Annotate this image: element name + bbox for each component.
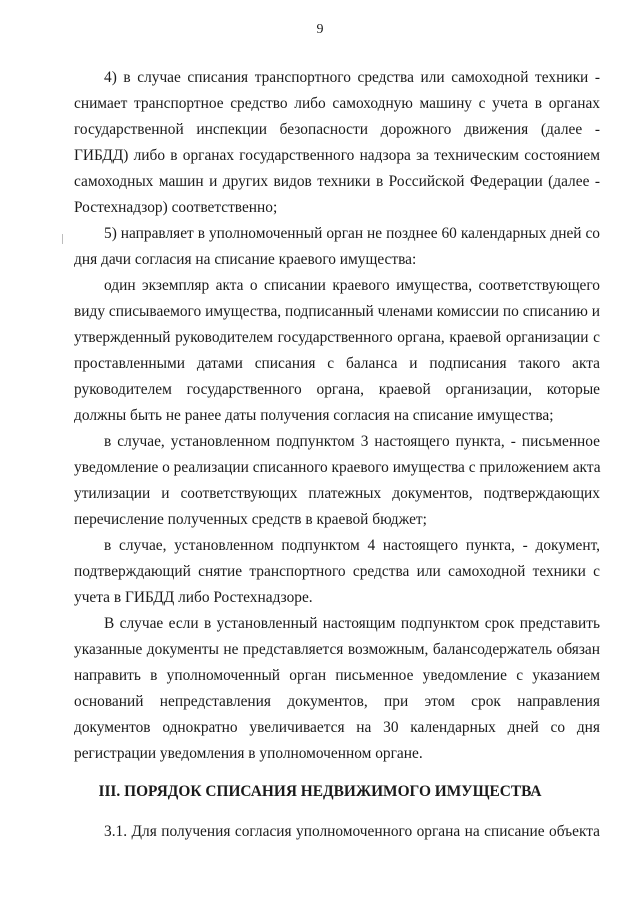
text-line: учета в ГИБДД либо Ростехнадзоре. — [74, 589, 313, 606]
text-line: самоходных машин и других видов техники в Российской Федерации (далее - — [74, 173, 600, 190]
text-line: дня дачи согласия на списание краевого имущества: — [74, 251, 417, 268]
text-line: виду списываемого имущества, подписанный членами комиссии по списанию и — [74, 303, 600, 320]
text-line: один экземпляр акта о списании краевого имущества, соответствующего — [104, 277, 600, 294]
text-line: в случае, установленном подпунктом 4 настоящего пункта, - документ, — [104, 537, 600, 554]
section-heading: III. ПОРЯДОК СПИСАНИЯ НЕДВИЖИМОГО ИМУЩЕСТВА — [98, 783, 542, 800]
text-line: документов однократно увеличивается на 30 календарных дней со дня — [74, 719, 600, 736]
text-line: должны быть не ранее даты получения согласия на списание имущества; — [74, 407, 554, 424]
page-number: 9 — [316, 22, 324, 37]
text-line: ГИБДД) либо в органах государственного надзора за техническим состоянием — [74, 147, 600, 164]
text-line: подтверждающий снятие транспортного средства или самоходной техники с — [74, 563, 600, 580]
text-line: 5) направляет в уполномоченный орган не позднее 60 календарных дней со — [104, 225, 600, 242]
text-line: снимает транспортное средство либо самоходную машину с учета в органах — [74, 95, 600, 112]
text-line: 3.1. Для получения согласия уполномоченного органа на списание объекта — [104, 823, 600, 840]
margin-mark — [62, 234, 63, 244]
text-line: руководителем государственного органа, краевой организации, которые — [74, 381, 600, 398]
text-line: В случае если в установленный настоящим подпунктом срок представить — [104, 615, 600, 632]
text-line: утвержденный руководителем государственного органа, краевой организации с — [74, 329, 600, 346]
text-line: оснований непредставления документов, при этом срок направления — [74, 693, 600, 710]
text-line: регистрации уведомления в уполномоченном органе. — [74, 745, 423, 762]
text-line: проставленными датами списания с баланса и подписания такого акта — [74, 355, 600, 372]
text-line: в случае, установленном подпунктом 3 настоящего пункта, - письменное — [104, 433, 600, 450]
text-line: Ростехнадзор) соответственно; — [74, 199, 278, 216]
text-line: утилизации и соответствующих платежных документов, подтверждающих — [74, 485, 600, 502]
text-line: 4) в случае списания транспортного средства или самоходной техники - — [104, 69, 600, 86]
text-line: уведомление о реализации списанного краевого имущества с приложением акта — [74, 459, 601, 476]
text-line: направить в уполномоченный орган письменное уведомление с указанием — [74, 667, 600, 684]
text-line: перечисление полученных средств в краевой бюджет; — [74, 511, 427, 528]
text-line: государственной инспекции безопасности дорожного движения (далее - — [74, 121, 600, 138]
text-line: указанные документы не представляется возможным, балансодержатель обязан — [74, 641, 600, 658]
